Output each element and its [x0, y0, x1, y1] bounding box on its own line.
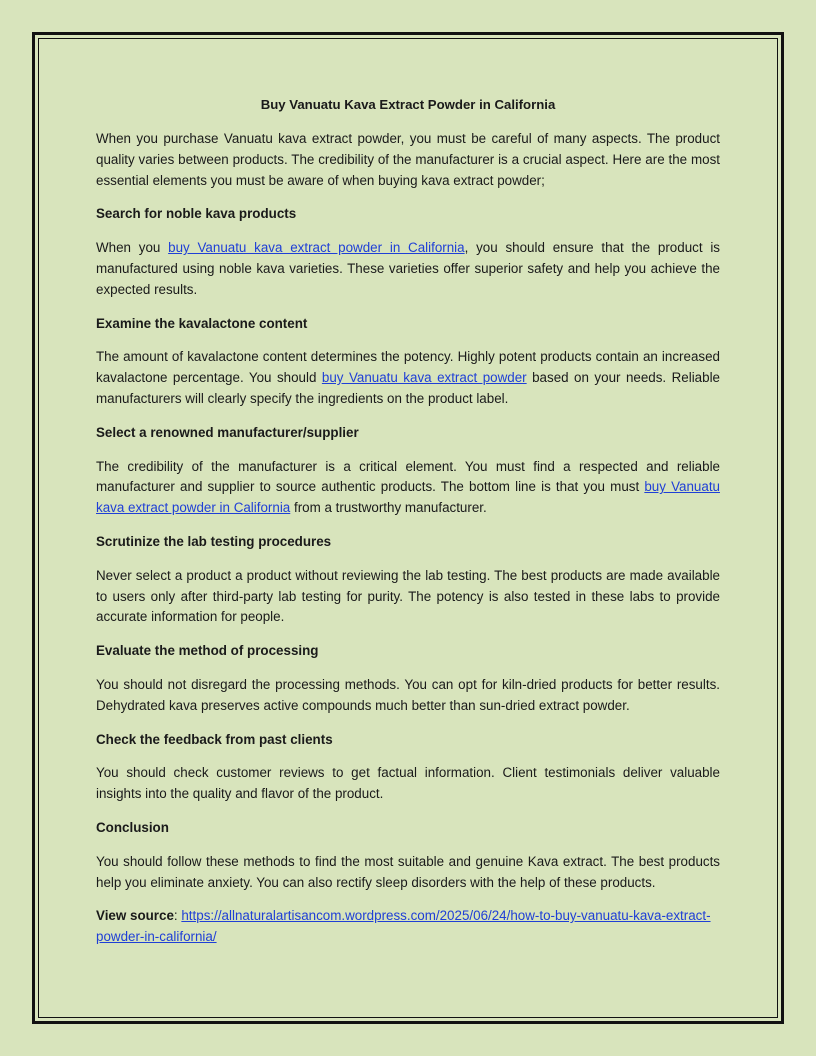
view-source-link[interactable]: https://allnaturalartisancom.wordpress.com/2025/06/24/how-to-buy-vanuatu-kava-extract-powder-in-california/ — [96, 908, 711, 945]
heading-noble-kava: Search for noble kava products — [96, 206, 297, 222]
document-title: Buy Vanuatu Kava Extract Powder in California — [260, 97, 556, 112]
paragraph-feedback: You should check customer reviews to get factual information. Client testimonials deliver valuable insights into the quality and flavor of the product. — [96, 765, 720, 802]
paragraph-lab-testing: Never select a product a product without reviewing the lab testing. The best products are made available to users only after third-party lab testing for purity. The potency is also tested in these labs to provide accurate information for people. — [96, 567, 720, 625]
paragraph-kavalactone: The amount of kavalactone content determines the potency. Highly potent products contain an increased kavalactone percentage. You should buy Vanuatu kava extract powder based on your needs. Reliable manufacturers will clearly specify the ingredients on the product label. — [96, 349, 720, 406]
paragraph-processing: You should not disregard the processing methods. You can opt for kiln-dried products for better results. Dehydrated kava preserves active compounds much better than sun-dried extract powder. — [96, 676, 720, 713]
heading-manufacturer: Select a renowned manufacturer/supplier — [96, 424, 359, 440]
paragraph-manufacturer: The credibility of the manufacturer is a critical element. You must find a respected and reliable manufacturer and supplier to source authentic products. The bottom line is that you must buy Vanuatu kava extract powder in California from a trustworthy manufacturer. — [96, 458, 720, 516]
intro-paragraph: When you purchase Vanuatu kava extract powder, you must be careful of many aspects. The product quality varies between products. The credibility of the manufacturer is a crucial aspect. Here are the most essential elements you must be aware of when buying kava extract powder; — [96, 131, 720, 188]
link-buy-kava-california-2[interactable]: buy Vanuatu kava extract powder in California — [96, 479, 720, 516]
heading-processing: Evaluate the method of processing — [96, 643, 319, 659]
link-buy-kava-california[interactable]: buy Vanuatu kava extract powder in California — [168, 240, 465, 256]
view-source-line: View source: https://allnaturalartisancom.wordpress.com/2025/06/24/how-to-buy-vanuatu-kava-extract-powder-in-california/ — [96, 908, 711, 945]
document-body — [96, 95, 720, 961]
heading-kavalactone: Examine the kavalactone content — [96, 315, 308, 331]
link-buy-kava-powder[interactable]: buy Vanuatu kava extract powder — [321, 370, 527, 386]
paragraph-conclusion: You should follow these methods to find the most suitable and genuine Kava extract. The best products help you eliminate anxiety. You can also rectify sleep disorders with the help of these products. — [96, 853, 720, 890]
heading-lab-testing: Scrutinize the lab testing procedures — [96, 533, 332, 549]
paragraph-noble-kava: When you buy Vanuatu kava extract powder in California, you should ensure that the product is manufactured using noble kava varieties. These varieties offer superior safety and help you achieve the expected results. — [96, 240, 720, 297]
heading-feedback: Check the feedback from past clients — [96, 731, 333, 747]
view-source-label: View source — [96, 908, 174, 924]
heading-conclusion: Conclusion — [96, 819, 169, 835]
